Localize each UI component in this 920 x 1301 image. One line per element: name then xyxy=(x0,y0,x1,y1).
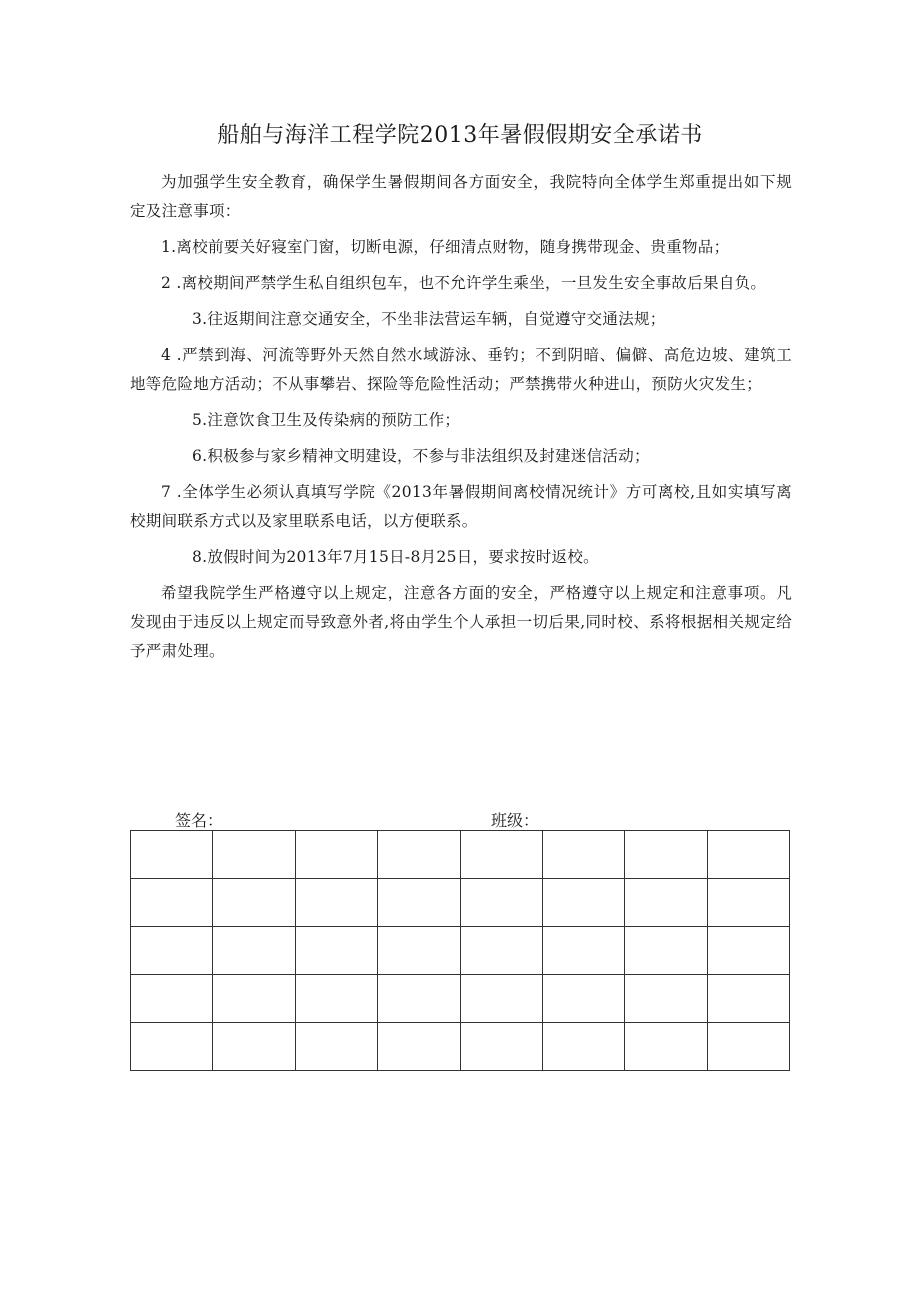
signature-table-row xyxy=(131,879,790,927)
signature-cell[interactable] xyxy=(295,927,377,975)
signature-cell[interactable] xyxy=(542,1023,624,1071)
rule-item-2 xyxy=(130,269,792,298)
document-body xyxy=(130,168,792,666)
rule-text: .积极参与家乡精神文明建设，不参与非法组织及封建迷信活动； xyxy=(202,447,650,465)
rule-text: .往返期间注意交通安全，不坐非法营运车辆，自觉遵守交通法规； xyxy=(202,310,666,328)
signature-cell[interactable] xyxy=(542,879,624,927)
signature-table-row xyxy=(131,831,790,879)
rule-text: .注意饮食卫生及传染病的预防工作； xyxy=(202,411,461,429)
rule-number: 6 xyxy=(192,447,203,465)
rule-item-1 xyxy=(130,233,792,262)
rule-item-3 xyxy=(130,305,792,334)
rule-number: 1. xyxy=(161,238,177,256)
signature-cell[interactable] xyxy=(213,1023,295,1071)
rule-item-8 xyxy=(130,543,792,572)
rule-number: 8 xyxy=(192,548,203,566)
rule-text: 离校前要关好寝室门窗，切断电源，仔细清点财物，随身携带现金、贵重物品； xyxy=(176,238,730,256)
signature-cell[interactable] xyxy=(295,975,377,1023)
signature-cell[interactable] xyxy=(378,975,460,1023)
signature-cell[interactable] xyxy=(460,879,542,927)
rule-item-4 xyxy=(130,341,792,399)
signature-cell[interactable] xyxy=(707,879,789,927)
signature-cell[interactable] xyxy=(295,879,377,927)
rule-text: .放假时间为2013年7月15日-8月25日，要求按时返校。 xyxy=(202,548,599,566)
page-title: 船舶与海洋工程学院2013年暑假假期安全承诺书 xyxy=(217,123,703,148)
signature-table-row xyxy=(131,975,790,1023)
signature-cell[interactable] xyxy=(625,927,707,975)
rule-item-5 xyxy=(130,406,792,435)
signature-cell[interactable] xyxy=(213,879,295,927)
signature-label: 签名： xyxy=(175,811,224,830)
signature-cell[interactable] xyxy=(460,975,542,1023)
rule-number: 3 xyxy=(192,310,203,328)
rule-text: 全体学生必须认真填写学院《2013年暑假期间离校情况统计》方可离校,且如实填写离校期间联系方式以及家里联系电话，以方便联系。 xyxy=(130,483,792,530)
signature-cell[interactable] xyxy=(295,1023,377,1071)
signature-cell[interactable] xyxy=(707,1023,789,1071)
signature-cell[interactable] xyxy=(378,879,460,927)
rule-number: 5 xyxy=(192,411,203,429)
signature-cell[interactable] xyxy=(213,927,295,975)
signature-cell[interactable] xyxy=(460,831,542,879)
signature-cell[interactable] xyxy=(625,1023,707,1071)
signature-cell[interactable] xyxy=(707,831,789,879)
signature-cell[interactable] xyxy=(378,1023,460,1071)
signature-table xyxy=(130,830,790,1071)
signature-cell[interactable] xyxy=(625,879,707,927)
signature-cell[interactable] xyxy=(625,831,707,879)
signature-cell[interactable] xyxy=(131,927,213,975)
rule-number: 4 . xyxy=(161,346,182,364)
signature-cell[interactable] xyxy=(131,831,213,879)
signature-cell[interactable] xyxy=(460,927,542,975)
signature-cell[interactable] xyxy=(131,1023,213,1071)
closing-paragraph: 希望我院学生严格遵守以上规定，注意各方面的安全，严格遵守以上规定和注意事项。凡发现由于违反以上规定而导致意外者,将由学生个人承担一切后果,同时校、系将根据相关规定给予严肃处理。 xyxy=(130,584,792,660)
rule-text: 严禁到海、河流等野外天然自然水域游泳、垂钓；不到阴暗、偏僻、高危边坡、建筑工地等危险地方活动；不从事攀岩、探险等危险性活动；严禁携带火种进山，预防火灾发生； xyxy=(130,346,792,393)
signature-cell[interactable] xyxy=(378,831,460,879)
signature-cell[interactable] xyxy=(295,831,377,879)
intro-paragraph: 为加强学生安全教育，确保学生暑假期间各方面安全，我院特向全体学生郑重提出如下规定及注意事项： xyxy=(130,173,792,220)
signature-table-row xyxy=(131,927,790,975)
signature-cell[interactable] xyxy=(707,975,789,1023)
signature-cell[interactable] xyxy=(542,927,624,975)
signature-table-body xyxy=(131,831,790,1071)
signature-cell[interactable] xyxy=(378,927,460,975)
class-label: 班级： xyxy=(491,811,540,830)
signature-row xyxy=(175,808,775,830)
rule-item-6 xyxy=(130,442,792,471)
rule-number: 7 . xyxy=(161,483,182,501)
signature-cell[interactable] xyxy=(213,831,295,879)
signature-cell[interactable] xyxy=(542,831,624,879)
signature-cell[interactable] xyxy=(707,927,789,975)
signature-cell[interactable] xyxy=(542,975,624,1023)
rule-text: 离校期间严禁学生私自组织包车，也不允许学生乘坐，一旦发生安全事故后果自负。 xyxy=(181,274,767,292)
rule-item-7 xyxy=(130,478,792,536)
signature-cell[interactable] xyxy=(213,975,295,1023)
signature-cell[interactable] xyxy=(460,1023,542,1071)
signature-cell[interactable] xyxy=(131,879,213,927)
signature-cell[interactable] xyxy=(625,975,707,1023)
rule-number: 2 . xyxy=(161,274,182,292)
signature-table-row xyxy=(131,1023,790,1071)
signature-cell[interactable] xyxy=(131,975,213,1023)
